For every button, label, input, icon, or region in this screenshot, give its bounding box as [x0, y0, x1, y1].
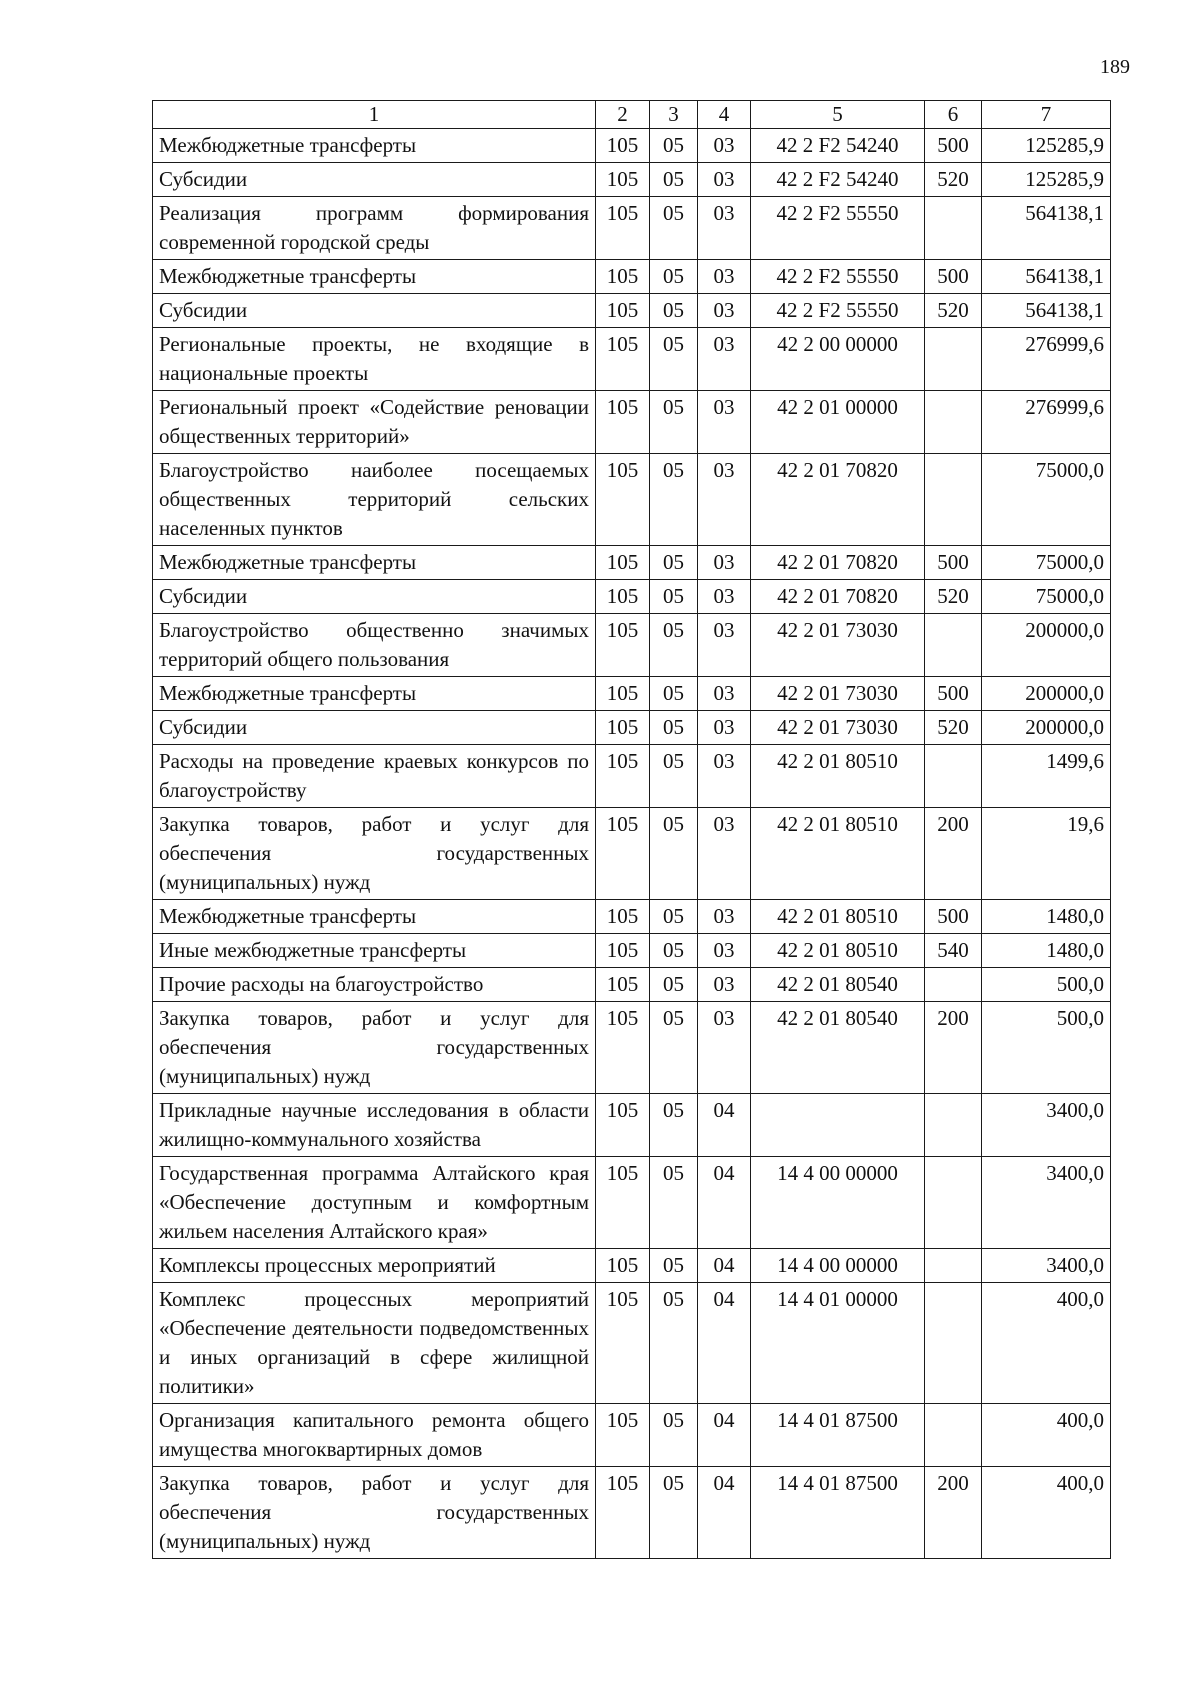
table-row [153, 711, 1111, 745]
subsection-code-cell: 03 [698, 808, 751, 900]
expense-name-cell: Субсидии [153, 294, 596, 328]
expense-type-code-cell: 520 [925, 711, 982, 745]
expense-type-code-cell: 520 [925, 163, 982, 197]
header-col-6: 6 [925, 101, 982, 129]
ministry-code-cell: 105 [596, 677, 650, 711]
subsection-code-cell: 04 [698, 1404, 751, 1467]
header-row [153, 101, 1111, 129]
expense-name-cell: Региональный проект «Содействие реновации общественных территорий» [153, 391, 596, 454]
expense-name-cell: Реализация программ формирования современной городской среды [153, 197, 596, 260]
ministry-code-cell: 105 [596, 580, 650, 614]
subsection-code-cell: 04 [698, 1249, 751, 1283]
section-code-cell: 05 [650, 1404, 698, 1467]
table-body [153, 129, 1111, 1559]
target-article-code-cell: 14 4 00 00000 [751, 1249, 925, 1283]
target-article-code-cell: 42 2 01 70820 [751, 546, 925, 580]
target-article-code-cell: 42 2 01 70820 [751, 580, 925, 614]
table-row [153, 934, 1111, 968]
table-row [153, 968, 1111, 1002]
ministry-code-cell: 105 [596, 129, 650, 163]
target-article-code-cell: 42 2 01 80540 [751, 968, 925, 1002]
ministry-code-cell: 105 [596, 1249, 650, 1283]
subsection-code-cell: 03 [698, 546, 751, 580]
subsection-code-cell: 04 [698, 1094, 751, 1157]
expense-name-cell: Межбюджетные трансферты [153, 900, 596, 934]
section-code-cell: 05 [650, 163, 698, 197]
amount-cell: 500,0 [982, 968, 1111, 1002]
target-article-code-cell: 42 2 01 80510 [751, 900, 925, 934]
table-row [153, 294, 1111, 328]
expense-name-cell: Расходы на проведение краевых конкурсов по благоустройству [153, 745, 596, 808]
expense-type-code-cell: 200 [925, 1467, 982, 1559]
section-code-cell: 05 [650, 454, 698, 546]
amount-cell: 1499,6 [982, 745, 1111, 808]
ministry-code-cell: 105 [596, 260, 650, 294]
ministry-code-cell: 105 [596, 711, 650, 745]
subsection-code-cell: 03 [698, 328, 751, 391]
amount-cell: 1480,0 [982, 934, 1111, 968]
header-col-2: 2 [596, 101, 650, 129]
table-row [153, 197, 1111, 260]
table-row [153, 1249, 1111, 1283]
expense-name-cell: Субсидии [153, 580, 596, 614]
expense-name-cell: Межбюджетные трансферты [153, 546, 596, 580]
section-code-cell: 05 [650, 391, 698, 454]
section-code-cell: 05 [650, 294, 698, 328]
section-code-cell: 05 [650, 808, 698, 900]
amount-cell: 400,0 [982, 1467, 1111, 1559]
table-row [153, 391, 1111, 454]
amount-cell: 564138,1 [982, 197, 1111, 260]
subsection-code-cell: 04 [698, 1283, 751, 1404]
expense-type-code-cell [925, 1404, 982, 1467]
table-row [153, 129, 1111, 163]
subsection-code-cell: 03 [698, 454, 751, 546]
ministry-code-cell: 105 [596, 1467, 650, 1559]
expense-name-cell: Закупка товаров, работ и услуг для обеспечения государственных (муниципальных) нужд [153, 1002, 596, 1094]
expense-name-cell: Межбюджетные трансферты [153, 260, 596, 294]
table-row [153, 1404, 1111, 1467]
section-code-cell: 05 [650, 711, 698, 745]
expense-type-code-cell: 520 [925, 580, 982, 614]
subsection-code-cell: 03 [698, 129, 751, 163]
expense-type-code-cell: 500 [925, 546, 982, 580]
amount-cell: 3400,0 [982, 1249, 1111, 1283]
expense-type-code-cell: 500 [925, 260, 982, 294]
ministry-code-cell: 105 [596, 745, 650, 808]
target-article-code-cell: 42 2 00 00000 [751, 328, 925, 391]
amount-cell: 400,0 [982, 1283, 1111, 1404]
section-code-cell: 05 [650, 1002, 698, 1094]
target-article-code-cell: 42 2 01 00000 [751, 391, 925, 454]
target-article-code-cell: 14 4 00 00000 [751, 1157, 925, 1249]
amount-cell: 75000,0 [982, 454, 1111, 546]
amount-cell: 500,0 [982, 1002, 1111, 1094]
subsection-code-cell: 03 [698, 745, 751, 808]
ministry-code-cell: 105 [596, 163, 650, 197]
expense-type-code-cell [925, 391, 982, 454]
expense-name-cell: Благоустройство общественно значимых территорий общего пользования [153, 614, 596, 677]
section-code-cell: 05 [650, 968, 698, 1002]
expense-type-code-cell: 200 [925, 1002, 982, 1094]
expense-name-cell: Комплексы процессных мероприятий [153, 1249, 596, 1283]
amount-cell: 125285,9 [982, 129, 1111, 163]
expense-type-code-cell [925, 745, 982, 808]
ministry-code-cell: 105 [596, 294, 650, 328]
expense-type-code-cell: 500 [925, 129, 982, 163]
expense-type-code-cell [925, 968, 982, 1002]
subsection-code-cell: 03 [698, 197, 751, 260]
target-article-code-cell: 42 2 F2 54240 [751, 129, 925, 163]
table-row [153, 745, 1111, 808]
amount-cell: 3400,0 [982, 1157, 1111, 1249]
amount-cell: 75000,0 [982, 546, 1111, 580]
amount-cell: 400,0 [982, 1404, 1111, 1467]
target-article-code-cell: 42 2 01 80540 [751, 1002, 925, 1094]
expense-type-code-cell: 500 [925, 677, 982, 711]
subsection-code-cell: 03 [698, 614, 751, 677]
expense-name-cell: Прикладные научные исследования в области жилищно-коммунального хозяйства [153, 1094, 596, 1157]
table-row [153, 260, 1111, 294]
target-article-code-cell: 14 4 01 87500 [751, 1404, 925, 1467]
expense-name-cell: Государственная программа Алтайского края «Обеспечение доступным и комфортным жильем населения Алтайского края» [153, 1157, 596, 1249]
target-article-code-cell [751, 1094, 925, 1157]
header-col-7: 7 [982, 101, 1111, 129]
expense-name-cell: Комплекс процессных мероприятий «Обеспечение деятельности подведомственных и иных организаций в сфере жилищной политики» [153, 1283, 596, 1404]
expense-type-code-cell: 200 [925, 808, 982, 900]
expense-type-code-cell [925, 1249, 982, 1283]
subsection-code-cell: 03 [698, 163, 751, 197]
target-article-code-cell: 42 2 F2 55550 [751, 197, 925, 260]
expense-name-cell: Региональные проекты, не входящие в национальные проекты [153, 328, 596, 391]
target-article-code-cell: 42 2 01 80510 [751, 934, 925, 968]
section-code-cell: 05 [650, 260, 698, 294]
budget-table [152, 100, 1111, 1559]
amount-cell: 19,6 [982, 808, 1111, 900]
target-article-code-cell: 42 2 01 70820 [751, 454, 925, 546]
subsection-code-cell: 03 [698, 934, 751, 968]
section-code-cell: 05 [650, 614, 698, 677]
amount-cell: 1480,0 [982, 900, 1111, 934]
header-col-5: 5 [751, 101, 925, 129]
amount-cell: 276999,6 [982, 328, 1111, 391]
ministry-code-cell: 105 [596, 614, 650, 677]
amount-cell: 200000,0 [982, 677, 1111, 711]
table-row [153, 1283, 1111, 1404]
amount-cell: 564138,1 [982, 260, 1111, 294]
expense-type-code-cell [925, 614, 982, 677]
target-article-code-cell: 14 4 01 00000 [751, 1283, 925, 1404]
table-row [153, 1002, 1111, 1094]
section-code-cell: 05 [650, 745, 698, 808]
ministry-code-cell: 105 [596, 808, 650, 900]
expense-type-code-cell [925, 197, 982, 260]
ministry-code-cell: 105 [596, 968, 650, 1002]
expense-type-code-cell [925, 1157, 982, 1249]
ministry-code-cell: 105 [596, 391, 650, 454]
table-row [153, 677, 1111, 711]
header-col-4: 4 [698, 101, 751, 129]
expense-name-cell: Благоустройство наиболее посещаемых общественных территорий сельских населенных пунктов [153, 454, 596, 546]
ministry-code-cell: 105 [596, 1404, 650, 1467]
section-code-cell: 05 [650, 1094, 698, 1157]
ministry-code-cell: 105 [596, 1157, 650, 1249]
page-number: 189 [1100, 56, 1130, 78]
expense-name-cell: Межбюджетные трансферты [153, 129, 596, 163]
target-article-code-cell: 42 2 01 80510 [751, 808, 925, 900]
header-col-3: 3 [650, 101, 698, 129]
target-article-code-cell: 14 4 01 87500 [751, 1467, 925, 1559]
table-row [153, 328, 1111, 391]
table-row [153, 454, 1111, 546]
ministry-code-cell: 105 [596, 197, 650, 260]
section-code-cell: 05 [650, 677, 698, 711]
expense-type-code-cell [925, 1283, 982, 1404]
section-code-cell: 05 [650, 328, 698, 391]
amount-cell: 564138,1 [982, 294, 1111, 328]
ministry-code-cell: 105 [596, 454, 650, 546]
table-row [153, 546, 1111, 580]
expense-name-cell: Закупка товаров, работ и услуг для обеспечения государственных (муниципальных) нужд [153, 808, 596, 900]
expense-type-code-cell: 500 [925, 900, 982, 934]
expense-name-cell: Закупка товаров, работ и услуг для обеспечения государственных (муниципальных) нужд [153, 1467, 596, 1559]
ministry-code-cell: 105 [596, 546, 650, 580]
subsection-code-cell: 04 [698, 1157, 751, 1249]
ministry-code-cell: 105 [596, 900, 650, 934]
subsection-code-cell: 03 [698, 580, 751, 614]
table-row [153, 163, 1111, 197]
subsection-code-cell: 03 [698, 391, 751, 454]
target-article-code-cell: 42 2 F2 54240 [751, 163, 925, 197]
target-article-code-cell: 42 2 01 73030 [751, 711, 925, 745]
expense-name-cell: Межбюджетные трансферты [153, 677, 596, 711]
amount-cell: 75000,0 [982, 580, 1111, 614]
target-article-code-cell: 42 2 F2 55550 [751, 294, 925, 328]
header-col-1: 1 [153, 101, 596, 129]
expense-type-code-cell [925, 1094, 982, 1157]
expense-name-cell: Субсидии [153, 711, 596, 745]
subsection-code-cell: 03 [698, 900, 751, 934]
section-code-cell: 05 [650, 1157, 698, 1249]
amount-cell: 125285,9 [982, 163, 1111, 197]
target-article-code-cell: 42 2 01 80510 [751, 745, 925, 808]
section-code-cell: 05 [650, 1467, 698, 1559]
ministry-code-cell: 105 [596, 1094, 650, 1157]
section-code-cell: 05 [650, 1249, 698, 1283]
table-row [153, 614, 1111, 677]
amount-cell: 3400,0 [982, 1094, 1111, 1157]
section-code-cell: 05 [650, 580, 698, 614]
table-row [153, 580, 1111, 614]
subsection-code-cell: 03 [698, 968, 751, 1002]
amount-cell: 200000,0 [982, 614, 1111, 677]
expense-type-code-cell: 520 [925, 294, 982, 328]
subsection-code-cell: 03 [698, 294, 751, 328]
amount-cell: 200000,0 [982, 711, 1111, 745]
ministry-code-cell: 105 [596, 328, 650, 391]
expense-type-code-cell [925, 454, 982, 546]
table-row [153, 1157, 1111, 1249]
expense-name-cell: Иные межбюджетные трансферты [153, 934, 596, 968]
expense-type-code-cell: 540 [925, 934, 982, 968]
section-code-cell: 05 [650, 1283, 698, 1404]
target-article-code-cell: 42 2 01 73030 [751, 677, 925, 711]
expense-name-cell: Организация капитального ремонта общего имущества многоквартирных домов [153, 1404, 596, 1467]
expense-name-cell: Прочие расходы на благоустройство [153, 968, 596, 1002]
subsection-code-cell: 03 [698, 260, 751, 294]
table-row [153, 808, 1111, 900]
expense-type-code-cell [925, 328, 982, 391]
section-code-cell: 05 [650, 900, 698, 934]
section-code-cell: 05 [650, 934, 698, 968]
ministry-code-cell: 105 [596, 934, 650, 968]
amount-cell: 276999,6 [982, 391, 1111, 454]
target-article-code-cell: 42 2 01 73030 [751, 614, 925, 677]
target-article-code-cell: 42 2 F2 55550 [751, 260, 925, 294]
subsection-code-cell: 03 [698, 677, 751, 711]
expense-name-cell: Субсидии [153, 163, 596, 197]
subsection-code-cell: 03 [698, 711, 751, 745]
table-row [153, 900, 1111, 934]
section-code-cell: 05 [650, 546, 698, 580]
table-row [153, 1467, 1111, 1559]
section-code-cell: 05 [650, 197, 698, 260]
section-code-cell: 05 [650, 129, 698, 163]
table-row [153, 1094, 1111, 1157]
ministry-code-cell: 105 [596, 1283, 650, 1404]
subsection-code-cell: 03 [698, 1002, 751, 1094]
subsection-code-cell: 04 [698, 1467, 751, 1559]
ministry-code-cell: 105 [596, 1002, 650, 1094]
